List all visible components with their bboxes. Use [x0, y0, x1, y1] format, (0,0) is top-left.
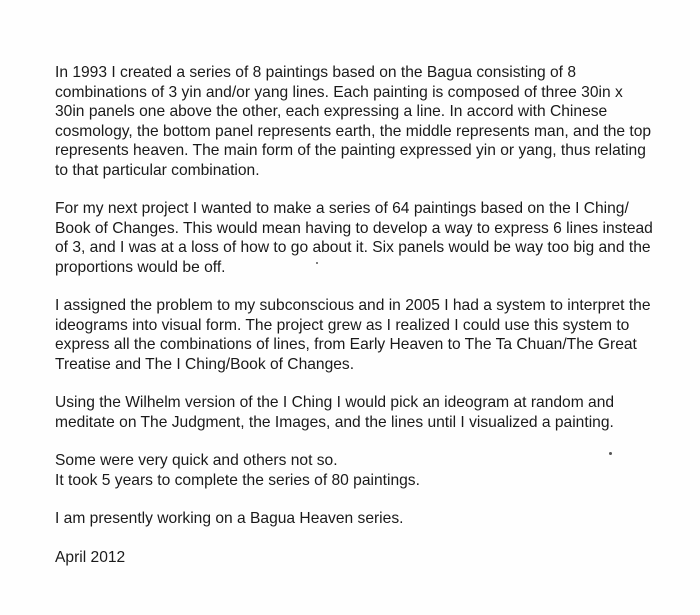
paragraph-current-work: I am presently working on a Bagua Heaven series. [55, 510, 404, 527]
document-date: April 2012 [55, 548, 126, 566]
paragraph-system: I assigned the problem to my subconscious and in 2005 I had a system to interpret the ideograms into visual form. The project grew as I realized I could use this system to express all the combinations of lines, from Early Heaven to The Ta Chuan/The Great Treatise and The I Ching/Book of Changes. [55, 297, 651, 373]
paragraph-completion: Some were very quick and others not so. It took 5 years to complete the series of 80 paintings. [55, 452, 420, 489]
document-body [55, 63, 675, 586]
paragraph-i-ching-project: For my next project I wanted to make a series of 64 paintings based on the I Ching/ Book of Changes. This would mean having to develop a way to express 6 lines instead of 3, and I was at a loss of how to go about it. Six panels would be way too big and the proportions would be off. [55, 200, 653, 276]
scan-speck [316, 262, 318, 264]
scan-speck [609, 452, 612, 455]
paragraph-bagua-series: In 1993 I created a series of 8 paintings based on the Bagua consisting of 8 combinations of 3 yin and/or yang lines. Each painting is composed of three 30in x 30in panels one above the other, each expressing a line. In accord with Chinese cosmology, the bottom panel represents earth, the middle represents man, and the top represents heaven. The main form of the painting expressed yin or yang, thus relating to that particular combination. [55, 64, 652, 179]
paragraph-wilhelm-version: Using the Wilhelm version of the I Ching I would pick an ideogram at random and meditate on The Judgment, the Images, and the lines until I visualized a painting. [55, 394, 615, 431]
